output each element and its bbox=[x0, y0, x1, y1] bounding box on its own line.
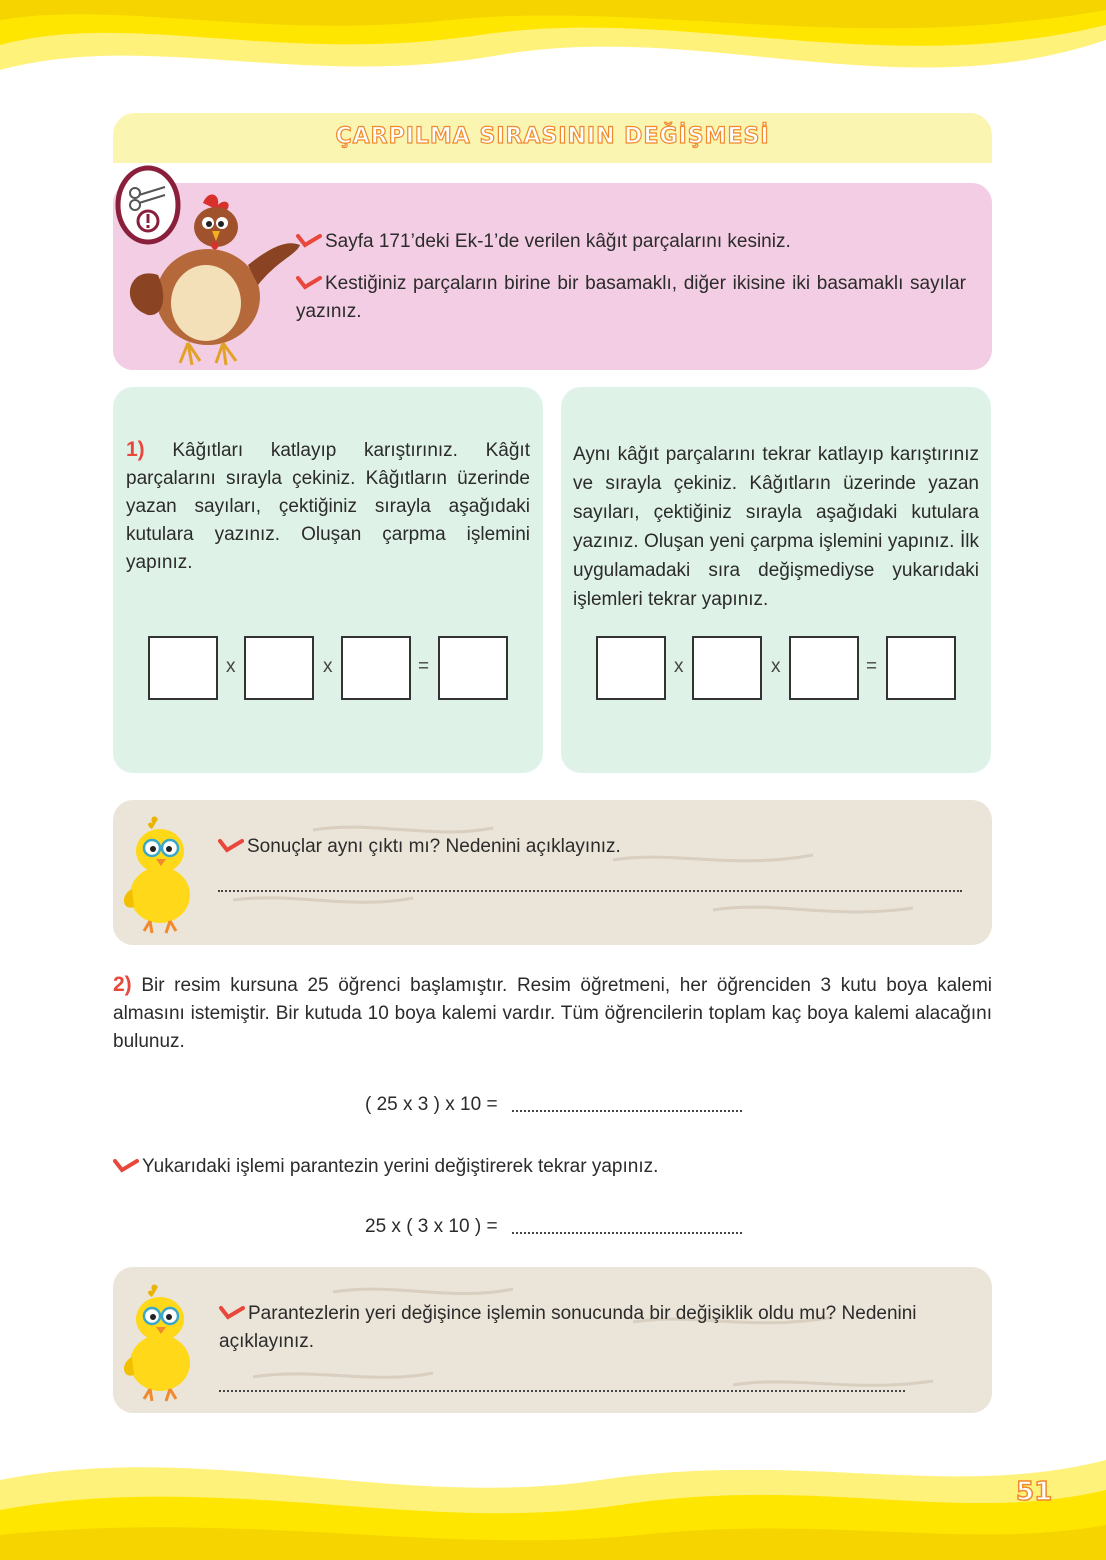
check-mark-icon bbox=[218, 837, 244, 853]
activity2-number: 2) bbox=[113, 973, 132, 996]
instruction-item-2-text: Kestiğiniz parçaların birine bir basamaklı, diğer ikisine iki basamaklı sayılar yazınız. bbox=[296, 273, 966, 322]
answer-box[interactable] bbox=[438, 636, 508, 700]
answer-line[interactable] bbox=[512, 1110, 742, 1112]
chick-illustration bbox=[118, 1283, 200, 1403]
activity1-right-text bbox=[573, 440, 979, 614]
answer-box[interactable] bbox=[692, 636, 762, 700]
check-mark-icon bbox=[113, 1157, 139, 1173]
instruction-item-1 bbox=[296, 228, 966, 256]
activity2-instruction bbox=[113, 1153, 913, 1181]
title-banner bbox=[113, 113, 992, 163]
times-sign: x bbox=[323, 656, 333, 677]
wood-texture bbox=[113, 800, 992, 945]
question1-text: Sonuçlar aynı çıktı mı? Nedenini açıklayınız. bbox=[247, 836, 621, 857]
question1-line bbox=[218, 833, 958, 861]
check-mark-icon bbox=[296, 274, 322, 290]
times-sign: x bbox=[674, 656, 684, 677]
times-sign: x bbox=[226, 656, 236, 677]
page-title: ÇARPILMA SIRASININ DEĞİŞMESİ bbox=[335, 124, 770, 149]
instruction-item-1-text: Sayfa 171’deki Ek-1’de verilen kâğıt parçalarını kesiniz. bbox=[325, 231, 791, 252]
check-mark-icon bbox=[296, 232, 322, 248]
answer-box[interactable] bbox=[148, 636, 218, 700]
page-number: 51 bbox=[1016, 1477, 1053, 1507]
activity1-left-body: Kâğıtları katlayıp karıştırınız. Kâğıt parçalarını sırayla çekiniz. Kâğıtların üzerinde yazan sayıları, çektiğiniz sırayla aşağıdaki kutulara yazınız. Oluşan çarpma işlemini yapınız. bbox=[126, 440, 530, 573]
answer-box[interactable] bbox=[886, 636, 956, 700]
question2-line bbox=[219, 1300, 919, 1356]
answer-box[interactable] bbox=[244, 636, 314, 700]
expression-1: ( 25 x 3 ) x 10 = bbox=[365, 1094, 498, 1115]
activity1-number: 1) bbox=[126, 438, 145, 461]
activity1-right-body: Aynı kâğıt parçalarını tekrar katlayıp karıştırınız ve sırayla çekiniz. Kâğıtların üzerinde yazan sayıları, çektiğiniz sırayla aşağıdaki kutulara yazınız. Oluşan yeni çarpma işlemini yapınız. İlk uygulamadaki sıra değişmediyse yukarıdaki işlemleri tekrar yapınız. bbox=[573, 444, 979, 610]
activity2-instruction-text: Yukarıdaki işlemi parantezin yerini değiştirerek tekrar yapınız. bbox=[142, 1156, 659, 1177]
bottom-wave-decoration bbox=[0, 1440, 1106, 1560]
activity1-left-text bbox=[126, 436, 530, 577]
answer-line[interactable] bbox=[219, 1390, 905, 1392]
question2-text: Parantezlerin yeri değişince işlemin sonucunda bir değişiklik oldu mu? Nedenini açıklayınız. bbox=[219, 1303, 917, 1352]
instruction-item-2 bbox=[296, 270, 966, 326]
activity2-text bbox=[113, 971, 992, 1056]
times-sign: x bbox=[771, 656, 781, 677]
answer-box[interactable] bbox=[341, 636, 411, 700]
equals-sign: = bbox=[866, 656, 878, 677]
top-wave-decoration bbox=[0, 0, 1106, 110]
expression-2: 25 x ( 3 x 10 ) = bbox=[365, 1216, 498, 1237]
answer-box[interactable] bbox=[789, 636, 859, 700]
hen-illustration bbox=[108, 185, 308, 370]
answer-box[interactable] bbox=[596, 636, 666, 700]
equals-sign: = bbox=[418, 656, 430, 677]
answer-line[interactable] bbox=[512, 1232, 742, 1234]
activity2-body: Bir resim kursuna 25 öğrenci başlamıştır. Resim öğretmeni, her öğrenciden 3 kutu boya kalemi almasını istemiştir. Bir kutuda 10 boya kalemi vardır. Tüm öğrencilerin toplam kaç boya kalemi alacağını bulunuz. bbox=[113, 975, 993, 1052]
answer-line[interactable] bbox=[218, 890, 962, 892]
check-mark-icon bbox=[219, 1304, 245, 1320]
chick-illustration bbox=[118, 815, 200, 935]
question1-panel bbox=[113, 800, 992, 945]
